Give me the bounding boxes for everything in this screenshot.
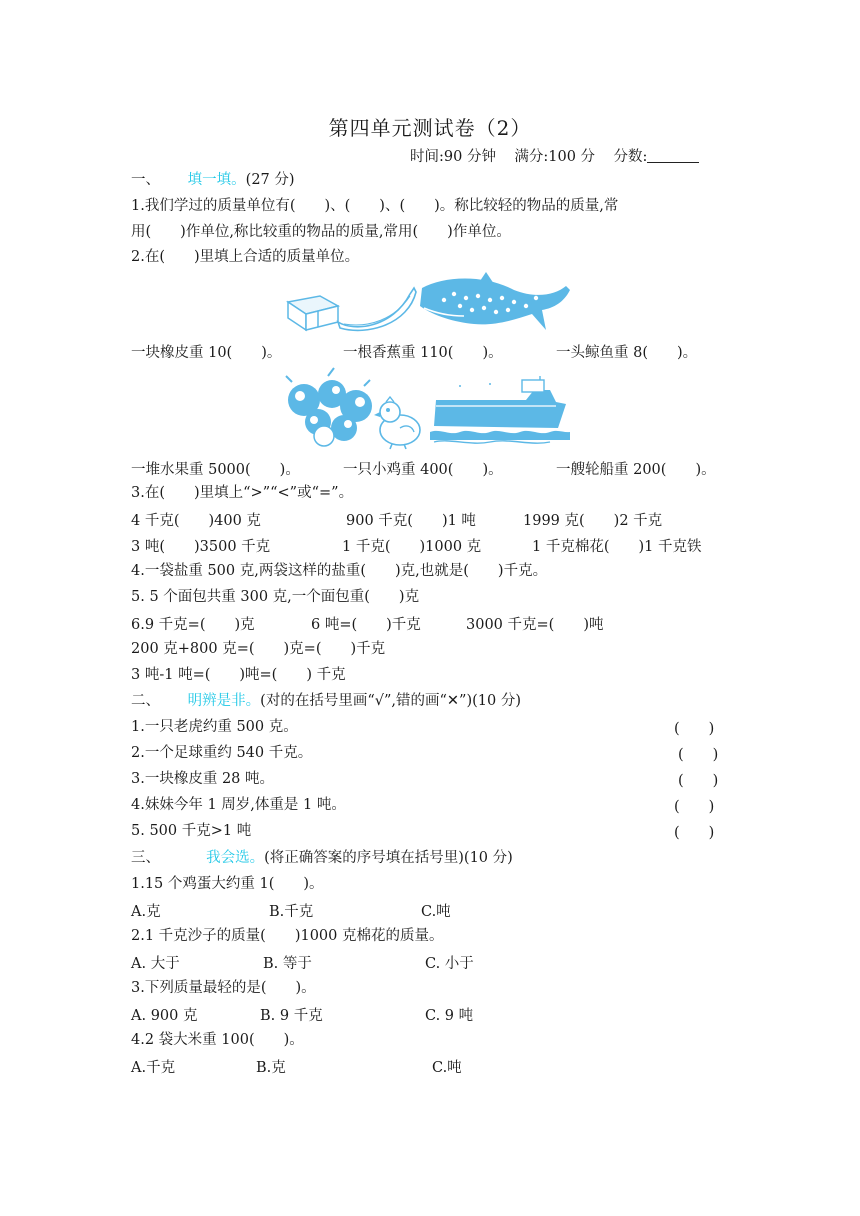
section-2-heading: 明辨是非。 xyxy=(187,693,261,709)
s1-q6-r1-b: 6 吨=( )千克 xyxy=(311,617,421,633)
section-2-instructions: (对的在括号里画“√”,错的画“✕”)(10 分) xyxy=(260,693,521,709)
section-1-points: (27 分) xyxy=(245,172,295,188)
s2-item-3: 3.一块橡皮重 28 吨。 xyxy=(131,771,275,787)
s1-r1-whale: 一头鲸鱼重 8( )。 xyxy=(556,345,698,361)
s2-item-4-paren: ( ) xyxy=(674,799,715,815)
section-1-heading: 填一填。 xyxy=(187,172,246,188)
s1-q6-r2: 200 克+800 克=( )克=( )千克 xyxy=(131,641,386,657)
exam-meta xyxy=(410,145,699,166)
s3-q3-option-b: B. 9 千克 xyxy=(260,1008,323,1024)
exam-full-score: 满分:100 分 xyxy=(514,149,596,165)
exam-time: 时间:90 分钟 xyxy=(410,149,496,165)
page-title: 第四单元测试卷（2） xyxy=(328,116,532,140)
chick-icon xyxy=(370,394,426,450)
s3-q3: 3.下列质量最轻的是( )。 xyxy=(131,980,316,996)
s3-q2: 2.1 千克沙子的质量( )1000 克棉花的质量。 xyxy=(131,928,444,944)
s2-item-4: 4.妹妹今年 1 周岁,体重是 1 吨。 xyxy=(131,797,346,813)
s3-q3-option-a: A. 900 克 xyxy=(131,1008,198,1024)
exam-score-label: 分数: xyxy=(613,149,648,165)
s1-q1-line2: 用( )作单位,称比较重的物品的质量,常用( )作单位。 xyxy=(131,224,511,240)
s1-r2-fruit: 一堆水果重 5000( )。 xyxy=(131,462,300,478)
s1-q3-r1-a: 4 千克( )400 克 xyxy=(131,513,261,529)
s1-q3-r1-b: 900 千克( )1 吨 xyxy=(346,513,476,529)
s2-item-5: 5. 500 千克>1 吨 xyxy=(131,823,252,839)
s3-q1: 1.15 个鸡蛋大约重 1( )。 xyxy=(131,876,324,892)
section-2-header xyxy=(131,691,521,711)
s1-r2-ship: 一艘轮船重 200( )。 xyxy=(556,462,716,478)
section-3-header xyxy=(131,848,513,868)
s3-q1-option-a: A.克 xyxy=(131,904,161,920)
s2-item-2-paren: ( ) xyxy=(678,747,719,763)
s2-item-2: 2.一个足球重约 540 千克。 xyxy=(131,745,313,761)
section-3-instructions: (将正确答案的序号填在括号里)(10 分) xyxy=(264,850,513,866)
whale-shark-icon xyxy=(414,268,574,338)
s3-q2-option-a: A. 大于 xyxy=(131,956,180,972)
section-2-number: 二、 xyxy=(131,693,160,709)
s1-q6-r1-a: 6.9 千克=( )克 xyxy=(131,617,255,633)
s1-q3-r1-c: 1999 克( )2 千克 xyxy=(523,513,663,529)
s3-q2-option-c: C. 小于 xyxy=(425,956,474,972)
s1-r1-eraser: 一块橡皮重 10( )。 xyxy=(131,345,282,361)
s3-q1-option-c: C.吨 xyxy=(421,904,451,920)
s2-item-1: 1.一只老虎约重 500 克。 xyxy=(131,719,298,735)
s1-q1-line1: 1.我们学过的质量单位有( )、( )、( )。称比较轻的物品的质量,常 xyxy=(131,198,619,214)
s3-q4: 4.2 袋大米重 100( )。 xyxy=(131,1032,304,1048)
s3-q4-option-a: A.千克 xyxy=(131,1060,176,1076)
banana-icon xyxy=(334,284,418,334)
s2-item-5-paren: ( ) xyxy=(674,825,715,841)
s1-r2-chick: 一只小鸡重 400( )。 xyxy=(343,462,503,478)
s1-q3-r2-a: 3 吨( )3500 千克 xyxy=(131,539,271,555)
section-1-number: 一、 xyxy=(131,172,160,188)
s1-q3: 3.在( )里填上“>”“<”或“=”。 xyxy=(131,485,354,501)
s1-q3-r2-b: 1 千克( )1000 克 xyxy=(342,539,482,555)
s3-q1-option-b: B.千克 xyxy=(269,904,314,920)
s3-q4-option-b: B.克 xyxy=(256,1060,286,1076)
s2-item-1-paren: ( ) xyxy=(674,721,715,737)
section-1-header xyxy=(131,170,295,190)
ship-icon xyxy=(430,376,570,448)
s1-q6-r1-c: 3000 千克=( )吨 xyxy=(466,617,604,633)
s1-q4: 4.一袋盐重 500 克,两袋这样的盐重( )克,也就是( )千克。 xyxy=(131,563,548,579)
s1-q3-r2-c: 1 千克棉花( )1 千克铁 xyxy=(532,539,702,555)
s1-q2: 2.在( )里填上合适的质量单位。 xyxy=(131,249,360,265)
s2-item-3-paren: ( ) xyxy=(678,773,719,789)
s1-r1-banana: 一根香蕉重 110( )。 xyxy=(343,345,503,361)
s1-q5: 5. 5 个面包共重 300 克,一个面包重( )克 xyxy=(131,589,420,605)
s3-q2-option-b: B. 等于 xyxy=(263,956,312,972)
s3-q3-option-c: C. 9 吨 xyxy=(425,1008,474,1024)
s3-q4-option-c: C.吨 xyxy=(432,1060,462,1076)
section-3-number: 三、 xyxy=(131,850,160,866)
section-3-heading: 我会选。 xyxy=(206,850,265,866)
score-blank xyxy=(647,147,699,163)
s1-q6-r3: 3 吨-1 吨=( )吨=( ) 千克 xyxy=(131,667,346,683)
